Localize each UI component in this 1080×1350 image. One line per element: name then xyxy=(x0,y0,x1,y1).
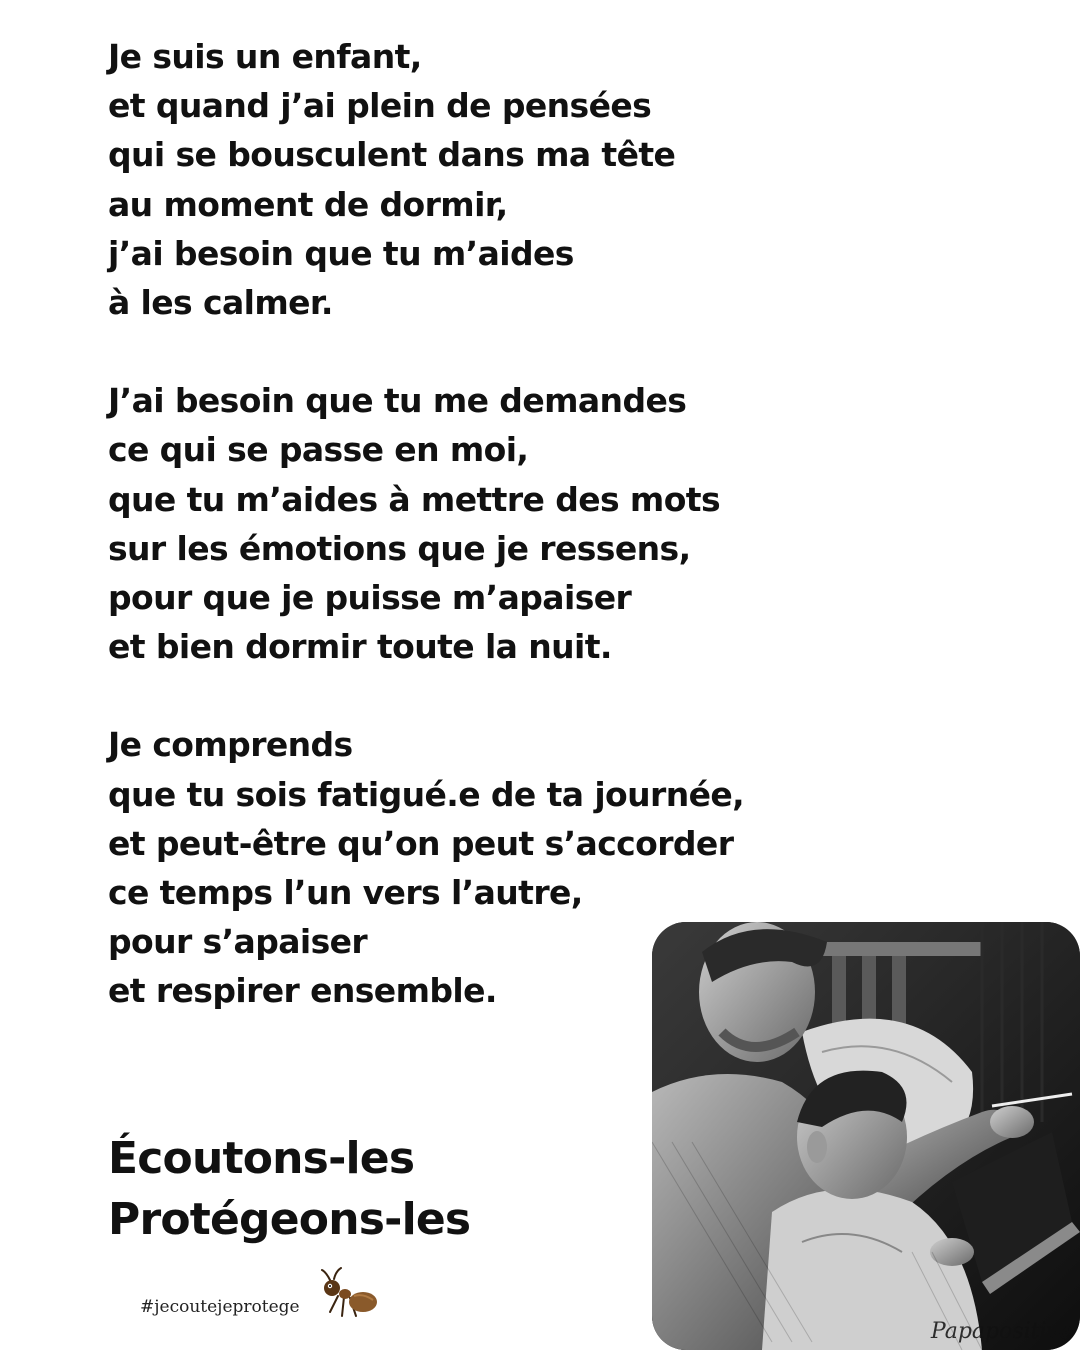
poem-line: sur les émotions que je ressens, xyxy=(108,528,691,568)
poem-line: Je comprends xyxy=(108,725,353,765)
poem-line: J’ai besoin que tu me demandes xyxy=(108,381,687,421)
illustration-drawing xyxy=(652,922,1080,1350)
poem-line: que tu m’aides à mettre des mots xyxy=(108,479,721,519)
poem-line: et quand j’ai plein de pensées xyxy=(108,86,652,126)
poem-line: à les calmer. xyxy=(108,283,333,323)
poem-line: pour que je puisse m’apaiser xyxy=(108,578,632,618)
poem-line: ce temps l’un vers l’autre, xyxy=(108,873,583,913)
illustration-father-son-reading xyxy=(652,922,1080,1350)
poem-line: que tu sois fatigué.e de ta journée, xyxy=(108,774,745,814)
poem xyxy=(108,32,808,1065)
poem-line: et peut-être qu’on peut s’accorder xyxy=(108,823,734,863)
ant-icon xyxy=(316,1266,380,1328)
signature: Papapositive xyxy=(930,1319,1072,1344)
poem-line: au moment de dormir, xyxy=(108,184,508,224)
poem-line: qui se bousculent dans ma tête xyxy=(108,135,676,175)
poem-line: j’ai besoin que tu m’aides xyxy=(108,233,574,273)
slogan xyxy=(108,1128,470,1250)
poem-line: pour s’apaiser xyxy=(108,922,368,962)
poem-line: ce qui se passe en moi, xyxy=(108,430,529,470)
poem-line: et bien dormir toute la nuit. xyxy=(108,627,612,667)
poem-line: et respirer ensemble. xyxy=(108,971,497,1011)
hashtag: #jecoutejeprotege xyxy=(140,1297,300,1317)
slogan-line-1: Écoutons-les xyxy=(108,1133,415,1184)
stanza-1 xyxy=(108,32,808,327)
slogan-line-2: Protégeons-les xyxy=(108,1194,471,1245)
stanza-2 xyxy=(108,376,808,671)
poem-line: Je suis un enfant, xyxy=(108,37,422,76)
